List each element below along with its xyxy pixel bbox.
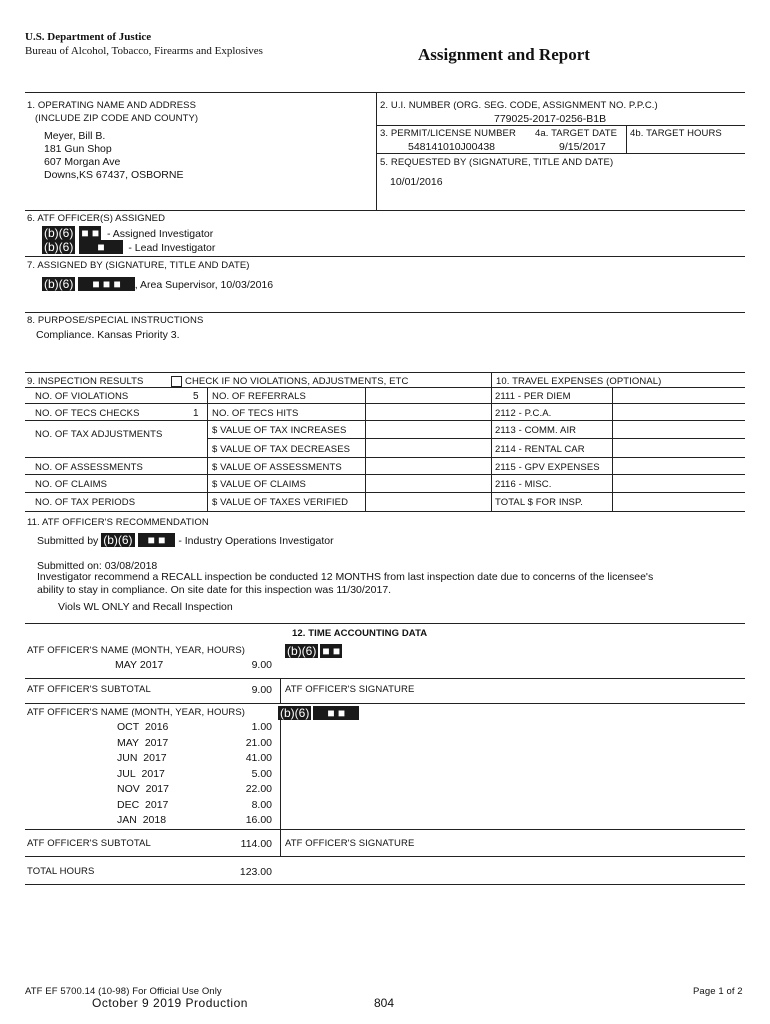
redaction-mark: (b)(6) (287, 644, 317, 658)
month: JUN (117, 752, 138, 764)
divider (207, 387, 208, 512)
officer2-name (278, 706, 359, 720)
divider (280, 829, 281, 856)
divider (25, 457, 745, 458)
divider (25, 312, 745, 313)
divider (25, 403, 745, 404)
tecs-checks-label: NO. OF TECS CHECKS (35, 408, 140, 419)
year: 2017 (139, 659, 164, 671)
month: MAY (117, 737, 139, 749)
officer2-hours: 21.00 (245, 737, 272, 749)
bureau-name: Bureau of Alcohol, Tobacco, Firearms and Explosives (25, 45, 263, 57)
target-date-label: 4a. TARGET DATE (535, 128, 618, 139)
permit-value: 548141010J00438 (408, 141, 496, 153)
divider (25, 387, 492, 388)
address-line: Meyer, Bill B. (44, 130, 106, 142)
operating-name-label: 1. OPERATING NAME AND ADDRESS (27, 100, 197, 111)
month: NOV (117, 783, 140, 795)
operating-name-sublabel: (INCLUDE ZIP CODE AND COUNTY) (35, 113, 199, 124)
assigned-by-label: 7. ASSIGNED BY (SIGNATURE, TITLE AND DATE) (27, 260, 250, 271)
divider (25, 92, 745, 93)
divider (25, 474, 745, 475)
no-violations-checkbox-label: CHECK IF NO VIOLATIONS, ADJUSTMENTS, ETC (185, 376, 409, 387)
redaction-mark: (b)(6) (44, 277, 74, 291)
tax-increases-label: $ VALUE OF TAX INCREASES (212, 425, 347, 436)
officer1-month (115, 659, 163, 671)
per-diem-label: 2111 - PER DIEM (495, 391, 571, 402)
target-date-value: 9/15/2017 (559, 141, 606, 153)
production-stamp: October 9 2019 Production (92, 996, 248, 1010)
divider (25, 678, 745, 679)
redaction-mark: ■ ■ (138, 533, 176, 547)
rental-car-label: 2114 - RENTAL CAR (495, 444, 585, 455)
divider (207, 438, 745, 439)
officer2-hours: 1.00 (251, 721, 272, 733)
violations-count-label: NO. OF VIOLATIONS (35, 391, 129, 402)
violations-count-value: 5 (193, 391, 199, 402)
purpose-value: Compliance. Kansas Priority 3. (36, 329, 180, 341)
month: OCT (117, 721, 140, 733)
divider (491, 372, 492, 512)
misc-label: 2116 - MISC. (495, 479, 552, 490)
redaction-mark: (b)(6) (44, 226, 74, 240)
recommendation-line: ability to stay in compliance. On site date for this inspection was 11/30/2017. (37, 584, 392, 596)
permit-label: 3. PERMIT/LICENSE NUMBER (380, 128, 516, 139)
total-insp-label: TOTAL $ FOR INSP. (495, 497, 583, 508)
referrals-label: NO. OF REFERRALS (212, 391, 306, 402)
year: 2017 (144, 737, 169, 749)
officer1-subtotal-value: 9.00 (251, 684, 272, 696)
tax-decreases-label: $ VALUE OF TAX DECREASES (212, 444, 351, 455)
divider (25, 492, 745, 493)
year: 2017 (141, 768, 165, 780)
ui-number-label: 2. U.I. NUMBER (ORG. SEG. CODE, ASSIGNMENT NO. P.P.C.) (380, 100, 658, 111)
divider (376, 93, 377, 210)
year: 2017 (145, 783, 169, 795)
divider (612, 387, 613, 512)
officer2-hours: 41.00 (245, 752, 272, 764)
month: JAN (117, 814, 137, 826)
officer-assigned-row (42, 226, 213, 240)
redaction-mark: ■ (79, 240, 122, 254)
gpv-expenses-label: 2115 - GPV EXPENSES (495, 462, 600, 473)
assessments-value-label: $ VALUE OF ASSESSMENTS (212, 462, 342, 473)
year: 2017 (143, 752, 167, 764)
submitted-on: Submitted on: 03/08/2018 (37, 560, 158, 572)
tax-adjustments-label: NO. OF TAX ADJUSTMENTS (35, 429, 163, 440)
divider (25, 372, 745, 373)
redaction-mark: ■ ■ (322, 644, 341, 658)
officer2-signature-label: ATF OFFICER'S SIGNATURE (285, 838, 415, 849)
form-id: ATF EF 5700.14 (10-98) For Official Use Only (25, 986, 222, 997)
month: JUL (117, 768, 136, 780)
divider (365, 387, 366, 512)
submitted-by-suffix: - Industry Operations Investigator (178, 535, 334, 547)
divider (25, 856, 745, 857)
divider (377, 153, 745, 154)
total-hours-value: 123.00 (239, 866, 272, 878)
divider (25, 703, 745, 704)
submitted-by-prefix: Submitted by (37, 535, 99, 547)
divider (25, 623, 745, 624)
target-hours-label: 4b. TARGET HOURS (630, 128, 722, 139)
officer-lead-row (42, 240, 215, 254)
officer2-hours: 16.00 (245, 814, 272, 826)
time-accounting-label: 12. TIME ACCOUNTING DATA (292, 628, 428, 639)
officer2-hours: 8.00 (251, 799, 272, 811)
divider (25, 884, 745, 885)
tecs-checks-value: 1 (193, 408, 199, 419)
officer2-hours: 5.00 (251, 768, 272, 780)
assessments-label: NO. OF ASSESSMENTS (35, 462, 143, 473)
officer1-subtotal-label: ATF OFFICER'S SUBTOTAL (27, 684, 151, 695)
officer2-subtotal-label: ATF OFFICER'S SUBTOTAL (27, 838, 151, 849)
officer2-subtotal-value: 114.00 (240, 838, 272, 850)
divider (491, 387, 745, 388)
bates-number: 804 (374, 996, 395, 1010)
agency-name: U.S. Department of Justice (25, 31, 152, 43)
officer2-month (117, 737, 168, 749)
comm-air-label: 2113 - COMM. AIR (495, 425, 577, 436)
divider (25, 420, 745, 421)
form-title: Assignment and Report (418, 45, 590, 64)
divider (626, 126, 627, 153)
submitted-by-row (37, 533, 334, 547)
divider (280, 678, 281, 703)
officer2-month (117, 799, 168, 811)
inspection-results-label: 9. INSPECTION RESULTS (27, 376, 144, 387)
officer2-month (117, 768, 165, 780)
ui-number-value: 779025-2017-0256-B1B (494, 113, 607, 125)
assigned-investigator-role: - Assigned Investigator (106, 228, 214, 240)
officer1-name (285, 644, 342, 658)
claims-label: NO. OF CLAIMS (35, 479, 108, 490)
purpose-label: 8. PURPOSE/SPECIAL INSTRUCTIONS (27, 315, 204, 326)
redaction-mark: ■ ■ (313, 706, 359, 720)
tecs-hits-label: NO. OF TECS HITS (212, 408, 299, 419)
officer-name-label: ATF OFFICER'S NAME (MONTH, YEAR, HOURS) (27, 707, 246, 718)
redaction-mark: (b)(6) (44, 240, 74, 254)
address-line: 607 Morgan Ave (44, 156, 121, 168)
officer2-month (117, 814, 166, 826)
divider (25, 511, 745, 512)
travel-expenses-label: 10. TRAVEL EXPENSES (OPTIONAL) (496, 376, 662, 387)
page-number: Page 1 of 2 (693, 986, 743, 997)
claims-value-label: $ VALUE OF CLAIMS (212, 479, 306, 490)
recommendation-line: Investigator recommend a RECALL inspection be conducted 12 MONTHS from last inspection date due to concerns of the licensee's (37, 571, 654, 583)
lead-investigator-role: - Lead Investigator (128, 242, 216, 254)
redaction-mark: ■ ■ ■ (78, 277, 134, 291)
taxes-verified-label: $ VALUE OF TAXES VERIFIED (212, 497, 349, 508)
divider (280, 720, 281, 829)
officers-assigned-label: 6. ATF OFFICER(S) ASSIGNED (27, 213, 166, 224)
officer2-month (117, 721, 168, 733)
officer2-month (117, 752, 167, 764)
divider (25, 829, 745, 830)
address-line: Downs,KS 67437, OSBORNE (44, 169, 184, 181)
officer2-month (117, 783, 169, 795)
officer1-signature-label: ATF OFFICER'S SIGNATURE (285, 684, 415, 695)
officer-name-label: ATF OFFICER'S NAME (MONTH, YEAR, HOURS) (27, 645, 246, 656)
year: 2018 (142, 814, 167, 826)
assigned-by-row (42, 277, 273, 291)
no-violations-checkbox[interactable] (171, 376, 182, 387)
redaction-mark: (b)(6) (280, 706, 310, 720)
pca-label: 2112 - P.C.A. (495, 408, 552, 419)
officer2-hours: 22.00 (245, 783, 272, 795)
assigned-by-value: , Area Supervisor, 10/03/2016 (134, 279, 274, 291)
requested-by-value: 10/01/2016 (390, 176, 443, 188)
year: 2017 (145, 799, 169, 811)
recommendation-label: 11. ATF OFFICER'S RECOMMENDATION (27, 517, 209, 528)
total-hours-label: TOTAL HOURS (27, 866, 95, 877)
month: MAY (115, 659, 137, 671)
address-line: 181 Gun Shop (44, 143, 112, 155)
redaction-mark: (b)(6) (103, 533, 133, 547)
tax-periods-label: NO. OF TAX PERIODS (35, 497, 136, 508)
divider (25, 210, 745, 211)
divider (25, 256, 745, 257)
month: DEC (117, 799, 140, 811)
officer1-hours: 9.00 (251, 659, 272, 671)
recommendation-line: Viols WL ONLY and Recall Inspection (58, 601, 233, 613)
divider (377, 125, 745, 126)
redaction-mark: ■ ■ (81, 226, 100, 240)
requested-by-label: 5. REQUESTED BY (SIGNATURE, TITLE AND DATE) (380, 157, 614, 168)
year: 2016 (145, 721, 169, 733)
